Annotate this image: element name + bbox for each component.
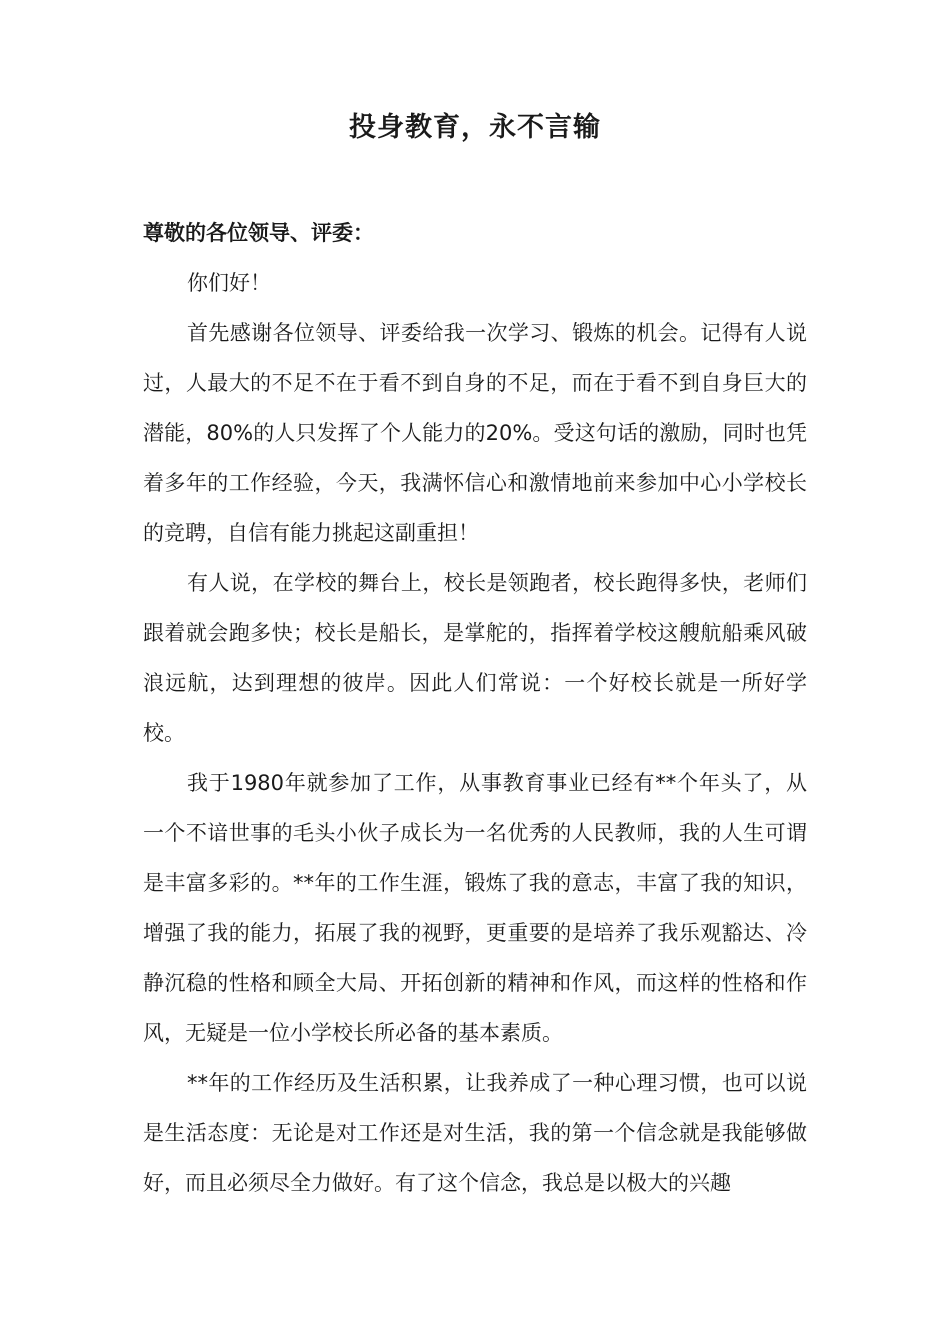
paragraph-greeting: 你们好！ [187,271,271,295]
salutation: 尊敬的各位领导、评委： [143,221,374,245]
paragraph-attitude: **年的工作经历及生活积累，让我养成了一种心理习惯，也可以说是生活态度：无论是对工作还是对生活，我的第一个信念就是我能够做好，而且必须尽全力做好。有了这个信念，我总是以极大的兴趣 [143,1071,807,1195]
paragraph-principal-role: 有人说，在学校的舞台上，校长是领跑者，校长跑得多快，老师们跟着就会跑多快；校长是船长，是掌舵的，指挥着学校这艘航船乘风破浪远航，达到理想的彼岸。因此人们常说：一个好校长就是一所好学校。 [143,571,807,745]
paragraph-opening: 首先感谢各位领导、评委给我一次学习、锻炼的机会。记得有人说过，人最大的不足不在于看不到自身的不足，而在于看不到自身巨大的潜能，80%的人只发挥了个人能力的20%。受这句话的激励，同时也凭着多年的工作经验，今天，我满怀信心和激情地前来参加中心小学校长的竞聘，自信有能力挑起这副重担！ [143,321,807,545]
paragraph-experience: 我于1980年就参加了工作，从事教育事业已经有**个年头了，从一个不谙世事的毛头小伙子成长为一名优秀的人民教师，我的人生可谓是丰富多彩的。**年的工作生涯，锻炼了我的意志，丰富了我的知识，增强了我的能力，拓展了我的视野，更重要的是培养了我乐观豁达、冷静沉稳的性格和顾全大局、开拓创新的精神和作风，而这样的性格和作风，无疑是一位小学校长所必备的基本素质。 [143,771,807,1045]
document-body [143,208,807,1208]
document-title: 投身教育，永不言输 [349,112,601,143]
